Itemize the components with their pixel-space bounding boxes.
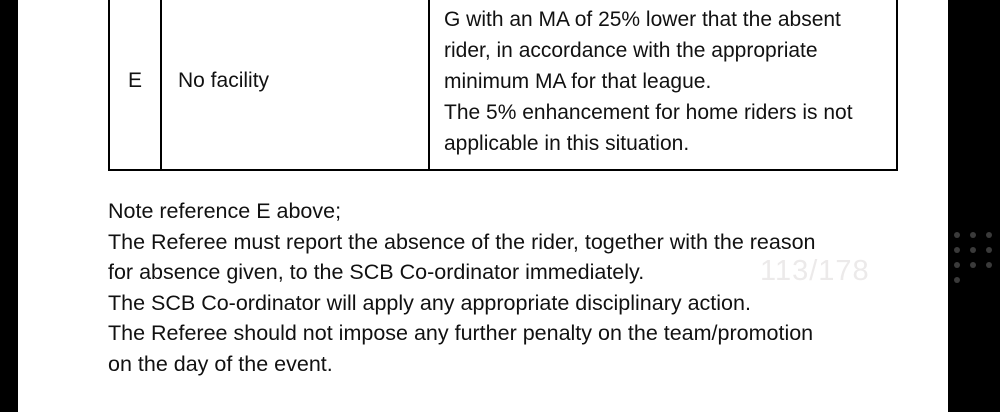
dot	[954, 262, 960, 268]
rule-line: minimum MA for that league.	[444, 70, 712, 93]
dot	[970, 262, 976, 268]
page-number: 113/178	[760, 255, 870, 287]
row-rule	[429, 0, 897, 170]
dot	[970, 232, 976, 238]
page-edge-left	[0, 0, 18, 412]
dot	[954, 232, 960, 238]
rule-line: G with an MA of 25% lower that the absent	[444, 8, 841, 31]
dot	[986, 247, 992, 253]
dot	[954, 247, 960, 253]
rule-line: applicable in this situation.	[444, 132, 690, 155]
note-line: The SCB Co-ordinator will apply any appropriate disciplinary action.	[108, 290, 751, 315]
note-line: on the day of the event.	[108, 351, 333, 376]
row-code: E	[109, 0, 161, 170]
rule-line: rider, in accordance with the appropriate	[444, 39, 818, 62]
dot	[970, 247, 976, 253]
dot	[986, 232, 992, 238]
note-line: The Referee should not impose any further penalty on the team/promotion	[108, 321, 814, 345]
row-description: No facility	[161, 0, 429, 170]
rule-line: The 5% enhancement for home riders is not	[444, 101, 853, 124]
table-row	[109, 0, 897, 170]
page-edge-dot-grid	[954, 232, 994, 283]
rules-table	[108, 0, 898, 171]
dot	[954, 277, 960, 283]
notes-heading: Note reference E above;	[108, 199, 342, 223]
page-edge-right	[948, 0, 1000, 412]
note-line: The Referee must report the absence of the rider, together with the reason	[108, 229, 816, 254]
note-line: for absence given, to the SCB Co-ordinator immediately.	[108, 260, 645, 284]
dot	[986, 262, 992, 268]
